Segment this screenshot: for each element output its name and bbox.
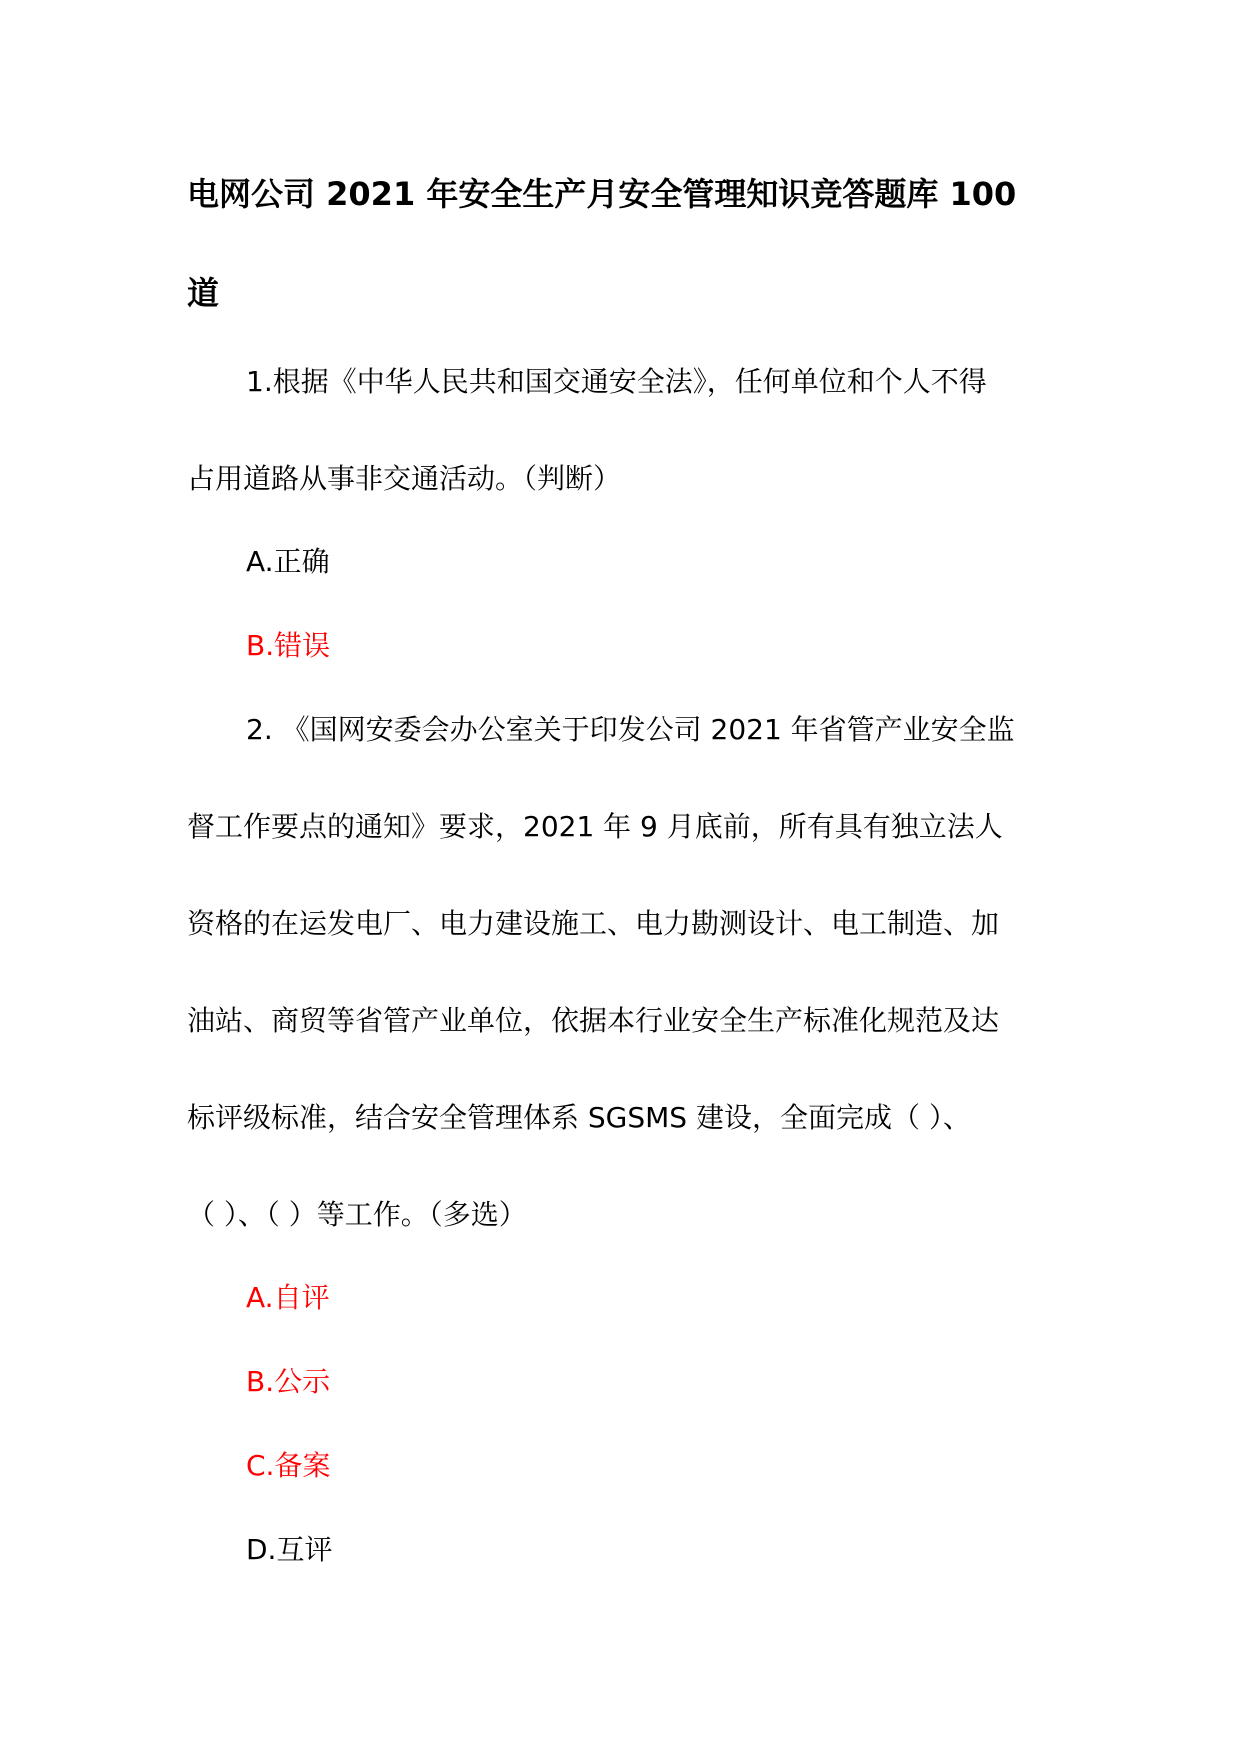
question-2-option-b-correct: B.公示 bbox=[246, 1365, 331, 1398]
page-title-line-2: 道 bbox=[187, 274, 220, 312]
question-2-stem-line-4: 油站、商贸等省管产业单位，依据本行业安全生产标准化规范及达 bbox=[187, 1004, 1000, 1037]
question-2-stem-line-1: 2. 《国网安委会办公室关于印发公司 2021 年省管产业安全监 bbox=[246, 713, 1015, 746]
question-1-stem-line-1: 1.根据《中华人民共和国交通安全法》，任何单位和个人不得 bbox=[246, 365, 987, 398]
question-2-option-a-correct: A.自评 bbox=[246, 1281, 330, 1314]
question-2-stem-line-5: 标评级标准，结合安全管理体系 SGSMS 建设，全面完成（ ）、 bbox=[187, 1101, 971, 1134]
question-1-option-a: A.正确 bbox=[246, 545, 330, 578]
page-title-line-1: 电网公司 2021 年安全生产月安全管理知识竞答题库 100 bbox=[187, 175, 1017, 213]
question-2-stem-line-2: 督工作要点的通知》要求，2021 年 9 月底前，所有具有独立法人 bbox=[187, 810, 1003, 843]
question-1-option-b-correct: B.错误 bbox=[246, 629, 331, 662]
question-2-stem-line-3: 资格的在运发电厂、电力建设施工、电力勘测设计、电工制造、加 bbox=[187, 907, 1000, 940]
question-2-stem-line-6: （ ）、（ ）等工作。（多选） bbox=[187, 1198, 527, 1231]
question-2-option-c-correct: C.备案 bbox=[246, 1449, 331, 1482]
question-1-stem-line-2: 占用道路从事非交通活动。（判断） bbox=[187, 462, 622, 495]
question-2-option-d: D.互评 bbox=[246, 1533, 333, 1566]
